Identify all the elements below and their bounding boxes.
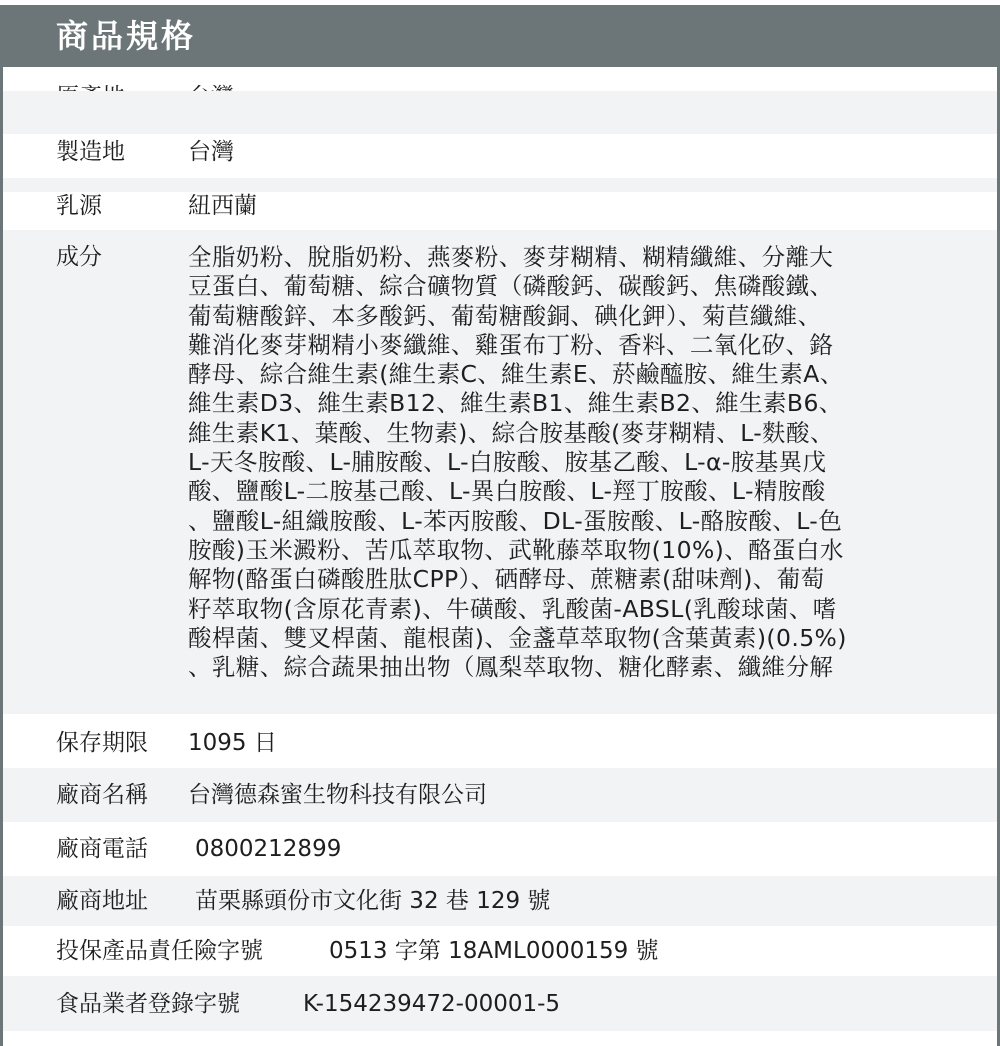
ingredients-line: 籽萃取物(含原花青素)、牛磺酸、乳酸菌-ABSL(乳酸球菌、嗜 (188, 594, 837, 623)
ingredients-line: L-天冬胺酸、L-脯胺酸、L-白胺酸、胺基乙酸、L-α-胺基異戊 (188, 448, 827, 477)
row-insurance-number (3, 926, 997, 976)
ingredients-line: 、鹽酸L-組織胺酸、L-苯丙胺酸、DL-蛋胺酸、L-酪胺酸、L-色 (188, 506, 843, 535)
row-manufacture-place (3, 91, 997, 134)
ingredients-line: 酸桿菌、雙叉桿菌、龍根菌)、金盞草萃取物(含葉黃素)(0.5%) (188, 623, 847, 652)
ingredients-line: 維生素D3、維生素B12、維生素B1、維生素B2、維生素B6、 (188, 389, 843, 418)
ingredients-value (188, 243, 952, 682)
manufacturer-name-value: 台灣德森蜜生物科技有限公司 (188, 782, 487, 808)
row-shelf-life (3, 714, 997, 768)
milk-source-value: 紐西蘭 (188, 193, 257, 219)
manufacturer-name-label: 廠商名稱 (56, 782, 148, 808)
row-manufacturer-phone (3, 822, 997, 876)
manufacturer-phone-value: 0800212899 (195, 836, 342, 862)
insurance-number-value: 0513 字第 18AML0000159 號 (329, 938, 659, 964)
manufacturer-phone-label: 廠商電話 (56, 836, 148, 862)
ingredients-line: 胺酸)玉米澱粉、苦瓜萃取物、武靴藤萃取物(10%)、酪蛋白水 (188, 535, 844, 564)
milk-source-label: 乳源 (56, 193, 102, 219)
ingredients-line: 維生素K1、葉酸、生物素)、綜合胺基酸(麥芽糊精、L-麩酸、 (188, 418, 834, 447)
row-manufacture-place-text (3, 134, 997, 170)
row-manufacturer-name (3, 768, 997, 822)
manufacturer-address-label: 廠商地址 (56, 888, 148, 914)
ingredients-line: 難消化麥芽糊精小麥纖維、雞蛋布丁粉、香料、二氧化矽、鉻 (188, 330, 834, 359)
row-milk-source (3, 192, 997, 230)
ingredients-line: 、乳糖、綜合蔬果抽出物（鳳梨萃取物、糖化酵素、纖維分解 (188, 653, 834, 682)
ingredients-label: 成分 (56, 244, 102, 270)
shelf-life-value: 1095 日 (188, 730, 277, 756)
ingredients-line: 酸、鹽酸L-二胺基己酸、L-異白胺酸、L-羥丁胺酸、L-精胺酸 (188, 477, 826, 506)
ingredients-line: 全脂奶粉、脫脂奶粉、燕麥粉、麥芽糊精、糊精纖維、分離大 (188, 243, 834, 271)
food-registration-label: 食品業者登錄字號 (56, 991, 240, 1017)
insurance-number-label: 投保產品責任險字號 (56, 938, 263, 964)
row-ingredients (3, 230, 997, 714)
manufacture-place-label: 製造地 (56, 139, 125, 165)
ingredients-line: 豆蛋白、葡萄糖、綜合礦物質（磷酸鈣、碳酸鈣、焦磷酸鐵、 (188, 272, 834, 301)
row-manufacturer-address (3, 876, 997, 926)
ingredients-line: 葡萄糖酸鋅、本多酸鈣、葡萄糖酸銅、碘化鉀）、菊苣纖維、 (188, 301, 822, 330)
manufacturer-address-value: 苗栗縣頭份市文化街 32 巷 129 號 (195, 888, 551, 914)
row-origin (3, 67, 997, 91)
ingredients-line: 解物(酪蛋白磷酸胜肽CPP）、硒酵母、蔗糖素(甜味劑)、葡萄 (188, 565, 825, 594)
row-milk-source-shade (3, 178, 997, 192)
manufacture-place-value: 台灣 (188, 139, 234, 165)
ingredients-line: 酵母、綜合維生素(維生素C、維生素E、菸鹼醯胺、維生素A、 (188, 360, 844, 389)
shelf-life-label: 保存期限 (56, 730, 148, 756)
spec-header (0, 5, 1000, 67)
food-registration-value: K-154239472-00001-5 (303, 991, 561, 1017)
row-food-registration (3, 976, 997, 1031)
page-title: 商品規格 (56, 17, 197, 55)
